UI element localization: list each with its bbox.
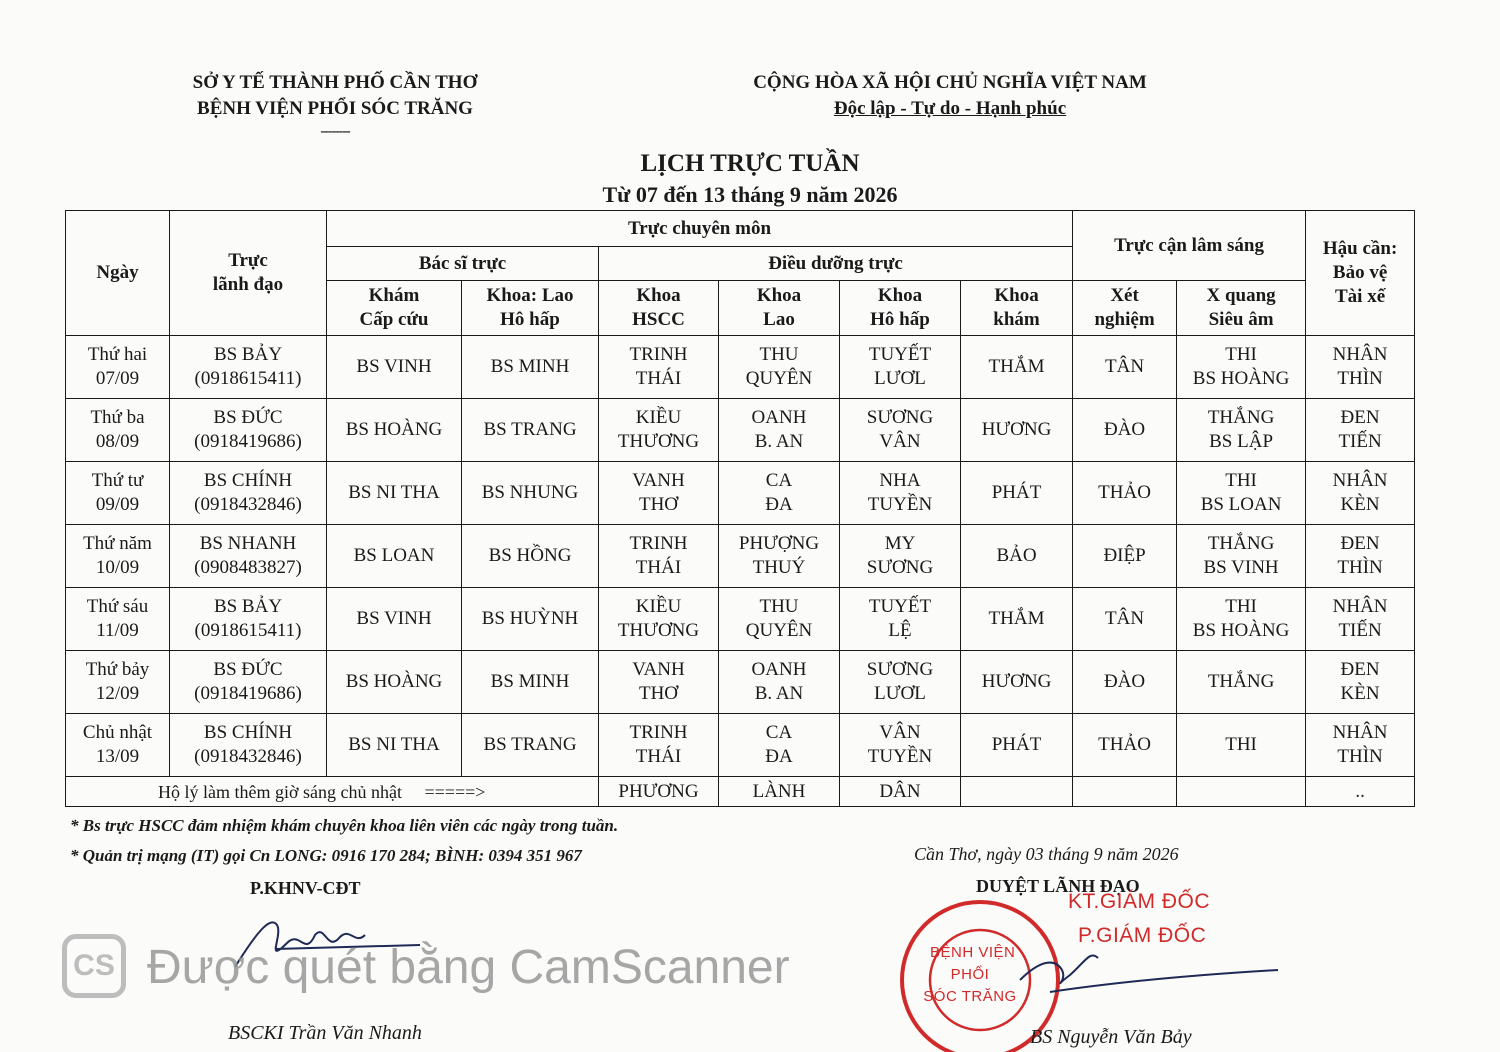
cell-khoa-lao-line2: QUYÊN bbox=[745, 620, 813, 641]
cell-hau-can-line2: TIẾN bbox=[1338, 620, 1382, 641]
cell-khoa-kham: BẢO bbox=[961, 525, 1073, 588]
cell-day-line2: 10/09 bbox=[95, 557, 140, 578]
header-xet-nghiem bbox=[1073, 281, 1177, 336]
cell-xet-nghiem: THẢO bbox=[1073, 714, 1177, 777]
cell-leader-line2: (0918432846) bbox=[194, 494, 302, 515]
cell-hau-can-line1: ĐEN bbox=[1340, 659, 1380, 680]
cell-x-quang-line2: BS LẬP bbox=[1209, 431, 1274, 452]
header-kham-cap-cuu-line2: Cấp cứu bbox=[359, 309, 429, 330]
header-day: Ngày bbox=[66, 211, 170, 336]
duty-schedule-table bbox=[65, 210, 1415, 807]
cell-day-line2: 07/09 bbox=[95, 368, 140, 389]
header-leader-line2: lãnh đạo bbox=[212, 274, 284, 295]
cell-khoa-hscc-line1: TRINH bbox=[629, 533, 688, 554]
cell-kham-cap-cuu: BS NI THA bbox=[327, 462, 462, 525]
header-khoa-kham-line1: Khoa bbox=[994, 285, 1039, 306]
header-khoa-kham-line2: khám bbox=[993, 309, 1040, 330]
cell-day bbox=[66, 588, 170, 651]
header-khoa-lao-ho-hap-line2: Hô hấp bbox=[500, 309, 560, 330]
cell-khoa-lao-ho-hap: BS TRANG bbox=[462, 714, 599, 777]
hospital-name: BỆNH VIỆN PHỔI SÓC TRĂNG bbox=[197, 98, 473, 119]
cell-leader-line2: (0918432846) bbox=[194, 746, 302, 767]
table-row bbox=[66, 462, 1415, 525]
cell-day-line2: 08/09 bbox=[95, 431, 140, 452]
header-leader-line1: Trực bbox=[228, 250, 268, 271]
cell-khoa-ho-hap bbox=[840, 651, 961, 714]
header-xet-nghiem-line1: Xét bbox=[1110, 285, 1139, 306]
seal-line-3: SÓC TRĂNG bbox=[923, 988, 1017, 1005]
cell-hau-can-line2: THÌN bbox=[1337, 557, 1383, 578]
header-doctors: Bác sĩ trực bbox=[327, 247, 599, 281]
extra-khoa-kham bbox=[961, 777, 1073, 807]
cell-khoa-lao-ho-hap: BS MINH bbox=[462, 651, 599, 714]
header-separator: -------- bbox=[320, 124, 350, 139]
cell-leader-line1: BS CHÍNH bbox=[203, 470, 293, 491]
table-row bbox=[66, 525, 1415, 588]
cell-hau-can-line2: KÈN bbox=[1340, 494, 1380, 515]
cell-khoa-hscc-line1: VANH bbox=[632, 470, 685, 491]
cell-khoa-ho-hap-line2: LƯƠL bbox=[874, 368, 926, 389]
camscanner-watermark: Được quét bằng CamScanner bbox=[147, 941, 790, 994]
note-hscc: * Bs trực HSCC đảm nhiệm khám chuyên khoa liên viên các ngày trong tuần. bbox=[70, 816, 619, 835]
extra-shift-label bbox=[66, 777, 599, 807]
cell-khoa-ho-hap bbox=[840, 462, 961, 525]
cell-hau-can-line1: ĐEN bbox=[1340, 407, 1380, 428]
cell-leader bbox=[170, 462, 327, 525]
extra-x-quang bbox=[1177, 777, 1306, 807]
cell-khoa-lao bbox=[719, 588, 840, 651]
cell-day-line1: Thứ sáu bbox=[86, 596, 149, 617]
header-logistics bbox=[1306, 211, 1415, 336]
header-x-quang-line2: Siêu âm bbox=[1208, 309, 1274, 330]
header-logistics-line3: Tài xế bbox=[1335, 286, 1386, 307]
stamp-vice-director-line2: P.GIÁM ĐỐC bbox=[1078, 924, 1207, 947]
cell-xet-nghiem: TÂN bbox=[1073, 588, 1177, 651]
cell-hau-can-line2: KÈN bbox=[1340, 683, 1380, 704]
table-row bbox=[66, 588, 1415, 651]
cell-khoa-ho-hap-line1: SƯƠNG bbox=[866, 407, 934, 428]
left-signer-name: BSCKI Trần Văn Nhanh bbox=[228, 1022, 422, 1044]
header-khoa-ho-hap-line1: Khoa bbox=[877, 285, 923, 306]
document-title: LỊCH TRỰC TUẦN bbox=[640, 150, 860, 177]
cell-khoa-lao-line2: ĐA bbox=[765, 746, 793, 767]
cell-khoa-hscc-line2: THÁI bbox=[635, 746, 682, 767]
cell-kham-cap-cuu: BS HOÀNG bbox=[327, 651, 462, 714]
cell-x-quang-line2: BS LOAN bbox=[1200, 494, 1282, 515]
cell-leader-line1: BS ĐỨC bbox=[213, 659, 283, 680]
cell-khoa-ho-hap-line1: VÂN bbox=[879, 722, 921, 743]
cell-khoa-lao-ho-hap: BS NHUNG bbox=[462, 462, 599, 525]
cell-khoa-ho-hap-line2: TUYỀN bbox=[867, 746, 933, 767]
cell-khoa-hscc-line1: TRINH bbox=[629, 722, 688, 743]
cell-x-quang bbox=[1177, 336, 1306, 399]
cell-khoa-ho-hap-line1: MY bbox=[884, 533, 916, 554]
cell-x-quang-line2: BS VINH bbox=[1203, 557, 1279, 578]
cell-kham-cap-cuu: BS NI THA bbox=[327, 714, 462, 777]
cell-khoa-hscc-line1: KIỀU bbox=[635, 407, 682, 428]
cell-khoa-hscc-line2: THƯƠNG bbox=[617, 620, 700, 641]
header-kham-cap-cuu bbox=[327, 281, 462, 336]
cell-khoa-lao-line1: OANH bbox=[751, 659, 807, 680]
cell-x-quang bbox=[1177, 399, 1306, 462]
cell-leader-line1: BS NHANH bbox=[199, 533, 297, 554]
cell-day-line1: Chủ nhật bbox=[82, 722, 153, 743]
cell-khoa-lao-line1: PHƯỢNG bbox=[738, 533, 820, 554]
cell-khoa-hscc bbox=[599, 525, 719, 588]
cell-khoa-ho-hap bbox=[840, 525, 961, 588]
cell-day-line2: 12/09 bbox=[95, 683, 140, 704]
cell-khoa-lao-ho-hap: BS TRANG bbox=[462, 399, 599, 462]
header-kham-cap-cuu-line1: Khám bbox=[368, 285, 420, 306]
cell-x-quang-line1: THẮNG bbox=[1207, 407, 1275, 428]
cell-kham-cap-cuu: BS VINH bbox=[327, 588, 462, 651]
cell-hau-can bbox=[1306, 462, 1415, 525]
cell-xet-nghiem: ĐIỆP bbox=[1073, 525, 1177, 588]
cell-hau-can-line2: THÌN bbox=[1337, 368, 1383, 389]
cell-khoa-ho-hap-line1: TUYẾT bbox=[868, 596, 932, 617]
cell-x-quang-line1: THI bbox=[1225, 596, 1257, 617]
cell-hau-can-line1: NHÂN bbox=[1332, 596, 1388, 617]
cell-khoa-ho-hap bbox=[840, 714, 961, 777]
cell-hau-can-line1: NHÂN bbox=[1332, 722, 1388, 743]
cell-khoa-hscc-line1: TRINH bbox=[629, 344, 688, 365]
header-khoa-hscc-line2: HSCC bbox=[632, 309, 685, 330]
extra-shift-arrow: =====> bbox=[424, 781, 486, 802]
cell-khoa-lao-line2: THUÝ bbox=[752, 557, 806, 578]
right-signer-name: BS Nguyễn Văn Bảy bbox=[1030, 1026, 1192, 1048]
cell-hau-can bbox=[1306, 651, 1415, 714]
cell-khoa-lao-line1: OANH bbox=[751, 407, 807, 428]
cell-hau-can bbox=[1306, 588, 1415, 651]
extra-khoa-lao: LÀNH bbox=[719, 777, 840, 807]
cell-khoa-hscc bbox=[599, 399, 719, 462]
cell-khoa-ho-hap-line2: VÂN bbox=[879, 431, 921, 452]
cell-day-line1: Thứ năm bbox=[83, 533, 152, 554]
cell-leader-line1: BS BẢY bbox=[213, 344, 283, 365]
cell-leader bbox=[170, 336, 327, 399]
cell-day bbox=[66, 525, 170, 588]
cell-leader-line1: BS ĐỨC bbox=[213, 407, 283, 428]
header-khoa-lao-line1: Khoa bbox=[756, 285, 802, 306]
cell-khoa-ho-hap bbox=[840, 588, 961, 651]
right-signer-title: DUYỆT LÃNH ĐẠO bbox=[976, 876, 1140, 896]
cell-khoa-kham: THẮM bbox=[961, 336, 1073, 399]
cell-khoa-hscc-line2: THƠ bbox=[638, 683, 679, 704]
cell-khoa-ho-hap-line1: NHA bbox=[879, 470, 921, 491]
cell-leader-line2: (0918615411) bbox=[194, 620, 302, 641]
cell-khoa-lao bbox=[719, 714, 840, 777]
cell-khoa-lao-line1: THU bbox=[759, 344, 799, 365]
cell-khoa-lao-line2: QUYÊN bbox=[745, 368, 813, 389]
cell-x-quang-line1: THẮNG bbox=[1207, 533, 1275, 554]
cell-x-quang bbox=[1177, 651, 1306, 714]
cell-day bbox=[66, 399, 170, 462]
cell-xet-nghiem: ĐÀO bbox=[1073, 651, 1177, 714]
left-signer-unit: P.KHNV-CĐT bbox=[250, 878, 361, 898]
cell-x-quang-line2: BS HOÀNG bbox=[1192, 368, 1290, 389]
cell-leader bbox=[170, 588, 327, 651]
extra-shift-text: Hộ lý làm thêm giờ sáng chủ nhật bbox=[158, 781, 402, 802]
header-khoa-hscc bbox=[599, 281, 719, 336]
right-signature-icon bbox=[1010, 940, 1285, 1010]
cell-leader bbox=[170, 525, 327, 588]
cell-xet-nghiem: TÂN bbox=[1073, 336, 1177, 399]
cell-leader-line2: (0918615411) bbox=[194, 368, 302, 389]
cell-leader bbox=[170, 714, 327, 777]
cell-khoa-ho-hap-line2: SƯƠNG bbox=[866, 557, 934, 578]
cell-khoa-lao-line1: CA bbox=[765, 470, 793, 491]
cell-khoa-lao bbox=[719, 525, 840, 588]
header-khoa-kham bbox=[961, 281, 1073, 336]
cell-khoa-ho-hap bbox=[840, 336, 961, 399]
cell-hau-can-line1: ĐEN bbox=[1340, 533, 1380, 554]
cell-khoa-hscc-line1: VANH bbox=[632, 659, 685, 680]
cell-khoa-hscc-line2: THƯƠNG bbox=[617, 431, 700, 452]
camscanner-logo-icon: CS bbox=[62, 934, 126, 998]
cell-day bbox=[66, 462, 170, 525]
cell-khoa-lao-line2: B. AN bbox=[754, 683, 804, 704]
cell-khoa-lao-ho-hap: BS HỒNG bbox=[462, 525, 599, 588]
cell-day-line1: Thứ ba bbox=[90, 407, 145, 428]
table-row bbox=[66, 651, 1415, 714]
header-logistics-line1: Hậu cần: bbox=[1322, 238, 1398, 259]
seal-line-2: PHỔI bbox=[950, 966, 990, 983]
issue-date: Cần Thơ, ngày 03 tháng 9 năm 2026 bbox=[914, 844, 1179, 864]
cell-khoa-kham: HƯƠNG bbox=[961, 399, 1073, 462]
motto-text: Độc lập - Tự do - Hạnh phúc bbox=[833, 98, 1067, 119]
cell-day bbox=[66, 651, 170, 714]
cell-leader-line2: (0918419686) bbox=[194, 683, 302, 704]
cell-day-line1: Thứ hai bbox=[87, 344, 148, 365]
extra-hau-can: .. bbox=[1306, 777, 1415, 807]
header-khoa-lao-ho-hap bbox=[462, 281, 599, 336]
cell-x-quang-line1: THI bbox=[1225, 734, 1257, 755]
cell-khoa-lao-line2: B. AN bbox=[754, 431, 804, 452]
cell-hau-can bbox=[1306, 714, 1415, 777]
header-x-quang bbox=[1177, 281, 1306, 336]
extra-ho-hap: DÂN bbox=[840, 777, 961, 807]
cell-x-quang bbox=[1177, 462, 1306, 525]
cell-x-quang bbox=[1177, 525, 1306, 588]
cell-x-quang-line2: BS HOÀNG bbox=[1192, 620, 1290, 641]
cell-khoa-kham: PHÁT bbox=[961, 462, 1073, 525]
cell-khoa-hscc bbox=[599, 462, 719, 525]
header-professional-duty: Trực chuyên môn bbox=[327, 211, 1073, 247]
motto bbox=[720, 98, 1180, 120]
cell-khoa-kham: HƯƠNG bbox=[961, 651, 1073, 714]
cell-xet-nghiem: THẢO bbox=[1073, 462, 1177, 525]
cell-x-quang-line1: THẮNG bbox=[1207, 671, 1275, 692]
cell-day-line1: Thứ tư bbox=[91, 470, 144, 491]
cell-day-line1: Thứ bảy bbox=[85, 659, 150, 680]
cell-day bbox=[66, 714, 170, 777]
cell-leader-line2: (0918419686) bbox=[194, 431, 302, 452]
cell-leader bbox=[170, 399, 327, 462]
cell-khoa-hscc-line2: THÁI bbox=[635, 557, 682, 578]
header-nurses: Điều dưỡng trực bbox=[599, 247, 1073, 281]
cell-khoa-hscc-line2: THÁI bbox=[635, 368, 682, 389]
header-khoa-lao-line2: Lao bbox=[763, 309, 795, 330]
cell-hau-can bbox=[1306, 525, 1415, 588]
ministry-name: SỞ Y TẾ THÀNH PHỐ CẦN THƠ bbox=[192, 72, 478, 93]
cell-hau-can bbox=[1306, 336, 1415, 399]
extra-xet-nghiem bbox=[1073, 777, 1177, 807]
cell-leader-line1: BS BẢY bbox=[213, 596, 283, 617]
note-it-contact: * Quản trị mạng (IT) gọi Cn LONG: 0916 170 284; BÌNH: 0394 351 967 bbox=[70, 846, 582, 865]
table-row bbox=[66, 336, 1415, 399]
seal-line-1: BỆNH VIỆN bbox=[930, 944, 1016, 961]
cell-day-line2: 13/09 bbox=[95, 746, 140, 767]
cell-x-quang-line1: THI bbox=[1225, 344, 1257, 365]
cell-khoa-hscc bbox=[599, 714, 719, 777]
cell-hau-can-line2: TIẾN bbox=[1338, 431, 1382, 452]
cell-leader-line2: (0908483827) bbox=[194, 557, 302, 578]
cell-kham-cap-cuu: BS LOAN bbox=[327, 525, 462, 588]
cell-khoa-ho-hap-line1: TUYẾT bbox=[868, 344, 932, 365]
cell-khoa-lao bbox=[719, 336, 840, 399]
cell-khoa-ho-hap-line2: TUYỀN bbox=[867, 494, 933, 515]
document-subtitle: Từ 07 đến 13 tháng 9 năm 2026 bbox=[602, 182, 898, 207]
cell-khoa-lao-ho-hap: BS MINH bbox=[462, 336, 599, 399]
header-paraclinical: Trực cận lâm sáng bbox=[1073, 211, 1306, 281]
table-row bbox=[66, 714, 1415, 777]
header-leader bbox=[170, 211, 327, 336]
cell-leader bbox=[170, 651, 327, 714]
cell-khoa-lao bbox=[719, 651, 840, 714]
cell-khoa-kham: THẮM bbox=[961, 588, 1073, 651]
cell-khoa-lao-line2: ĐA bbox=[765, 494, 793, 515]
cell-hau-can-line1: NHÂN bbox=[1332, 470, 1388, 491]
cell-khoa-lao bbox=[719, 462, 840, 525]
cell-khoa-lao-line1: CA bbox=[765, 722, 793, 743]
cell-day-line2: 09/09 bbox=[95, 494, 140, 515]
cell-khoa-hscc bbox=[599, 336, 719, 399]
cell-xet-nghiem: ĐÀO bbox=[1073, 399, 1177, 462]
extra-shift-row bbox=[66, 777, 1415, 807]
cell-day bbox=[66, 336, 170, 399]
header-x-quang-line1: X quang bbox=[1206, 285, 1276, 306]
cell-hau-can bbox=[1306, 399, 1415, 462]
cell-leader-line1: BS CHÍNH bbox=[203, 722, 293, 743]
extra-hscc: PHƯƠNG bbox=[599, 777, 719, 807]
header-khoa-ho-hap-line2: Hô hấp bbox=[870, 309, 930, 330]
header-khoa-lao-ho-hap-line1: Khoa: Lao bbox=[486, 285, 574, 306]
cell-khoa-kham: PHÁT bbox=[961, 714, 1073, 777]
cell-khoa-ho-hap bbox=[840, 399, 961, 462]
cell-hau-can-line1: NHÂN bbox=[1332, 344, 1388, 365]
header-xet-nghiem-line2: nghiệm bbox=[1094, 309, 1155, 330]
header-khoa-ho-hap bbox=[840, 281, 961, 336]
cell-khoa-ho-hap-line2: LỆ bbox=[888, 620, 912, 641]
header-logistics-line2: Bảo vệ bbox=[1332, 262, 1388, 283]
header-khoa-lao bbox=[719, 281, 840, 336]
cell-khoa-hscc bbox=[599, 588, 719, 651]
table-row bbox=[66, 399, 1415, 462]
cell-kham-cap-cuu: BS HOÀNG bbox=[327, 399, 462, 462]
cell-x-quang bbox=[1177, 588, 1306, 651]
cell-x-quang bbox=[1177, 714, 1306, 777]
cell-khoa-lao bbox=[719, 399, 840, 462]
cell-khoa-ho-hap-line1: SƯƠNG bbox=[866, 659, 934, 680]
cell-day-line2: 11/09 bbox=[96, 620, 139, 641]
republic-name: CỘNG HÒA XÃ HỘI CHỦ NGHĨA VIỆT NAM bbox=[753, 72, 1147, 93]
cell-khoa-lao-ho-hap: BS HUỲNH bbox=[462, 588, 599, 651]
cell-x-quang-line1: THI bbox=[1225, 470, 1257, 491]
cell-khoa-lao-line1: THU bbox=[759, 596, 799, 617]
cell-hau-can-line2: THÌN bbox=[1337, 746, 1383, 767]
cell-khoa-hscc-line2: THƠ bbox=[638, 494, 679, 515]
cell-khoa-ho-hap-line2: LƯƠL bbox=[874, 683, 926, 704]
cell-khoa-hscc-line1: KIỀU bbox=[635, 596, 682, 617]
cell-khoa-hscc bbox=[599, 651, 719, 714]
cell-kham-cap-cuu: BS VINH bbox=[327, 336, 462, 399]
header-khoa-hscc-line1: Khoa bbox=[636, 285, 681, 306]
stamp-vice-director-line1: KT.GIÁM ĐỐC bbox=[1068, 890, 1211, 913]
